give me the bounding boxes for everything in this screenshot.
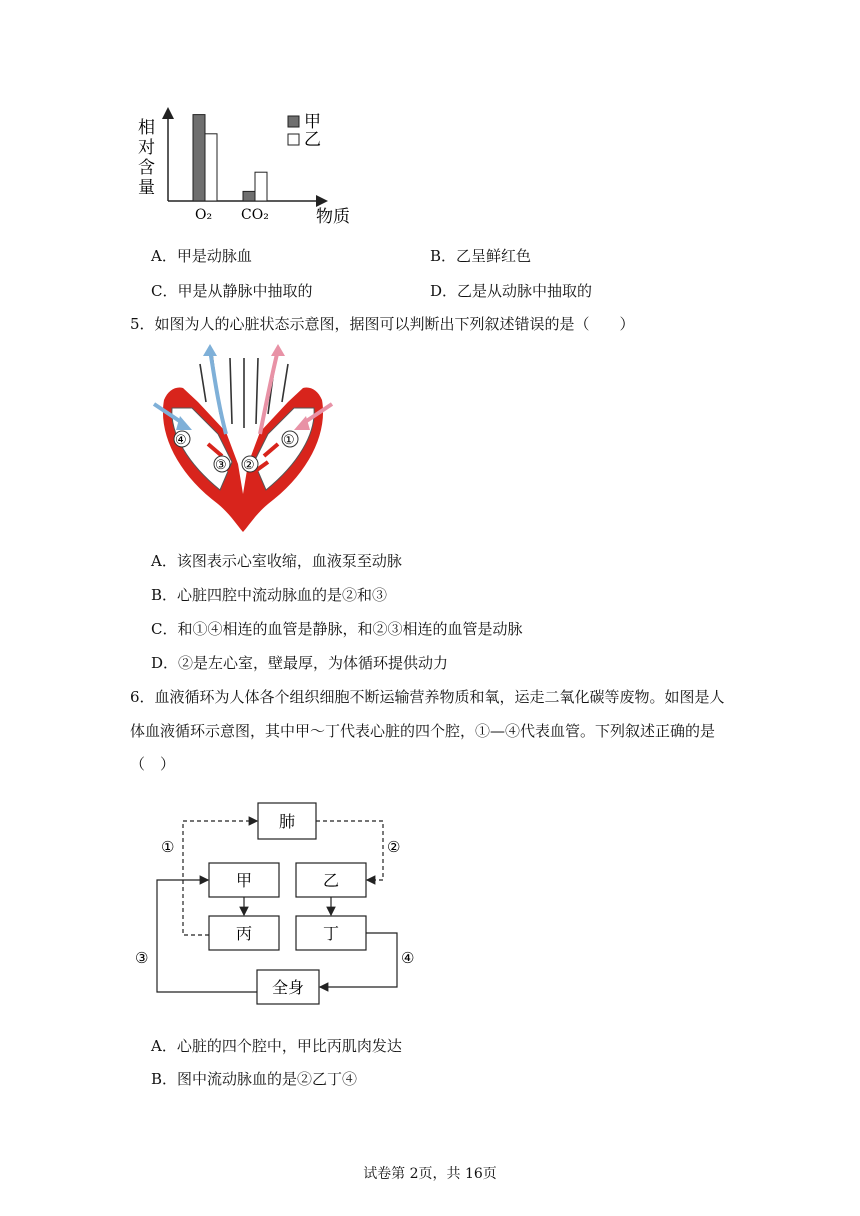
q5-option-d: D．②是左心室，壁最厚，为体循环提供动力 — [151, 654, 449, 672]
label-lung: 肺 — [278, 812, 296, 831]
heart-label-1: ① — [283, 433, 295, 448]
q6-option-a: A．心脏的四个腔中，甲比丙肌肉发达 — [151, 1037, 402, 1055]
x-tick-label-o2: O₂ — [195, 207, 213, 223]
legend-swatch-jia — [288, 116, 299, 127]
q6-stem-line3: （ ） — [130, 755, 176, 773]
vessel-label-3: ③ — [135, 949, 149, 967]
heart-label-3: ③ — [215, 458, 227, 473]
label-yi: 乙 — [322, 871, 340, 890]
y-axis-label-char: 对 — [138, 138, 155, 158]
q5-option-a: A．该图表示心室收缩，血液泵至动脉 — [151, 552, 402, 570]
pink-arrow-head — [271, 344, 285, 356]
x-axis-label: 物质 — [316, 207, 350, 227]
vessel-label-4: ④ — [401, 949, 415, 967]
bar-jia-co2 — [243, 191, 255, 201]
x-tick-label-co2: CO₂ — [241, 207, 269, 223]
bar-jia-o2 — [193, 115, 205, 201]
heart-label-4: ④ — [175, 433, 187, 448]
y-axis-label-char: 含 — [138, 158, 155, 178]
vessel-label-2: ② — [387, 838, 401, 856]
q5-option-c: C．和①④相连的血管是静脉，和②③相连的血管是动脉 — [151, 620, 523, 638]
q6-option-b: B．图中流动脉血的是②乙丁④ — [151, 1070, 358, 1088]
vessel-label-1: ① — [161, 838, 175, 856]
page-footer: 试卷第 2页，共 16页 — [363, 1166, 497, 1182]
q4-bar-chart — [130, 105, 370, 230]
blue-arrow-head — [203, 344, 217, 356]
label-jia: 甲 — [235, 871, 253, 890]
q6-stem-line1: 6．血液循环为人体各个组织细胞不断运输营养物质和氧，运走二氧化碳等废物。如图是人 — [130, 688, 725, 706]
q4-option-d: D．乙是从动脉中抽取的 — [430, 282, 593, 300]
label-bing: 丙 — [235, 924, 253, 943]
label-body: 全身 — [271, 978, 305, 997]
y-axis-label-char: 量 — [138, 178, 155, 198]
heart-diagram — [148, 344, 338, 534]
q6-stem-line2: 体血液循环示意图，其中甲～丁代表心脏的四个腔，①—④代表血管。下列叙述正确的是 — [130, 722, 716, 740]
q4-option-a: A．甲是动脉血 — [151, 247, 252, 265]
bar-yi-co2 — [255, 172, 267, 201]
q4-option-c: C．甲是从静脉中抽取的 — [151, 282, 313, 300]
bar-yi-o2 — [205, 134, 217, 201]
q5-option-b: B．心脏四腔中流动脉血的是②和③ — [151, 586, 388, 604]
circulation-diagram — [125, 795, 425, 1010]
legend-swatch-yi — [288, 134, 299, 145]
q4-option-b: B．乙呈鲜红色 — [430, 247, 532, 265]
q5-stem: 5．如图为人的心脏状态示意图，据图可以判断出下列叙述错误的是（ ） — [130, 315, 635, 333]
y-axis-label-char: 相 — [138, 118, 155, 138]
legend-label-jia: 甲 — [304, 112, 321, 132]
label-ding: 丁 — [322, 924, 340, 943]
heart-label-2: ② — [243, 458, 255, 473]
legend-label-yi: 乙 — [304, 130, 321, 150]
